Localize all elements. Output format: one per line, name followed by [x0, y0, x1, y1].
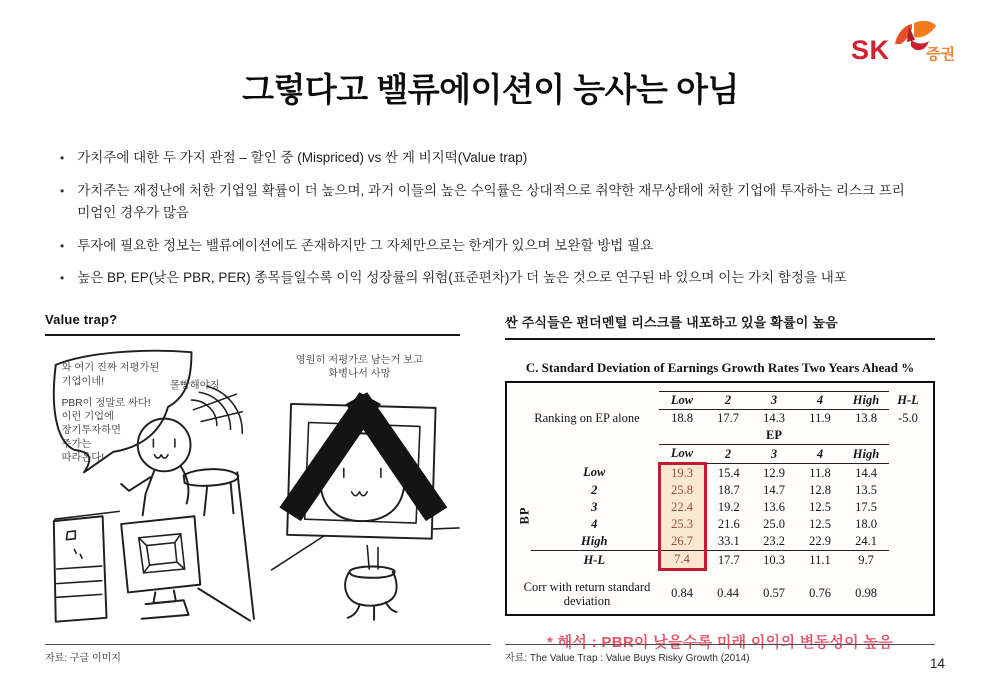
table-cell: 12.5	[809, 500, 831, 514]
sk-securities-logo	[851, 22, 955, 66]
bubble-text: 와 여기 진짜 저평가된	[61, 362, 160, 374]
comic-character	[121, 419, 190, 516]
table-cell: 11.8	[809, 465, 831, 480]
table-cell: 9.7	[858, 552, 874, 567]
table-cell: 25.0	[763, 517, 785, 531]
right-section-header: 싼 주식들은 펀더멘털 리스크를 내포하고 있을 확률이 높음	[505, 312, 935, 340]
table-cell	[889, 516, 927, 533]
table-cell	[889, 499, 927, 516]
bp-group-label-cell	[515, 464, 531, 570]
table-header-cell: 3	[751, 392, 797, 410]
table-row	[515, 516, 927, 533]
table-cell: 18.7	[717, 483, 740, 497]
table-cell	[889, 482, 927, 499]
table-cell: 14.4	[855, 465, 877, 480]
table-row	[515, 533, 927, 551]
table-cell: Low	[583, 465, 606, 480]
speech-bubble	[54, 351, 192, 473]
stress-marks	[191, 386, 242, 433]
table-cell	[889, 533, 927, 551]
table-header-cell: High	[843, 392, 889, 410]
table-cell: Ranking on EP alone	[534, 410, 640, 425]
caption-text: 화병나서 사망	[328, 368, 391, 380]
table-cell: 17.5	[855, 500, 877, 514]
table-row	[515, 427, 927, 445]
bullet-item	[60, 147, 912, 169]
bullet-text: 높은 BP, EP(낮은 PBR, PER) 종목들일수록 이익 성장률의 위험(표준편차)가 더 높은 것으로 연구된 바 있으며 이는 가치 함정을 내포	[77, 270, 847, 286]
interpretation-note: * 해석 : PBR이 낮을수록 미래 이익의 변동성이 높음	[547, 634, 893, 652]
value-trap-comic-illustration	[45, 344, 460, 626]
bubble-text: 이런 기업에	[61, 411, 114, 423]
table-cell: 21.6	[717, 517, 740, 531]
table-cell	[515, 392, 659, 410]
table-cell: 18.8	[671, 411, 693, 425]
table-header-cell: H-L	[897, 393, 919, 407]
table-row	[515, 551, 927, 570]
earnings-growth-table	[515, 391, 927, 609]
bullet-item	[60, 235, 912, 257]
highlighted-cell: 25.3	[659, 516, 705, 533]
logo-sk-text: SK	[851, 35, 890, 65]
table-cell	[889, 579, 927, 610]
left-section-header: Value trap?	[45, 312, 460, 336]
bullet-item	[60, 267, 912, 289]
bubble-text: 장기투자하면	[61, 425, 122, 437]
table-cell	[889, 445, 927, 464]
table-cell: 19.2	[717, 500, 740, 514]
table-row	[515, 445, 927, 464]
table-header-cell: Low	[659, 445, 705, 464]
incense-burner	[345, 546, 396, 620]
table-row	[515, 482, 927, 499]
table-cell: Corr with return standard deviation	[523, 579, 651, 608]
table-cell: 3	[591, 500, 598, 514]
funeral-portrait	[272, 392, 459, 570]
table-cell: 13.5	[855, 483, 877, 497]
highlighted-cell: 25.8	[659, 482, 705, 499]
table-header-cell: 3	[751, 445, 797, 464]
bubble-text: 주가는	[61, 438, 92, 450]
bubble-text: 기업이네!	[61, 376, 105, 388]
table-row	[515, 392, 927, 410]
bullet-text: 가치주에 대한 두 가지 관점 – 할인 중 (Mispriced) vs 싼 게 비지떡(Value trap)	[77, 150, 528, 165]
table-row	[515, 499, 927, 516]
table-cell	[515, 445, 659, 464]
bullet-list	[60, 147, 912, 300]
table-cell: 12.9	[763, 465, 785, 480]
table-cell: 0.84	[671, 586, 693, 601]
slide-title: 그렇다고 밸류에이션이 능사는 아님	[242, 71, 739, 108]
table-cell	[889, 551, 927, 570]
table-header-cell: 2	[705, 445, 751, 464]
table-cell: 0.76	[809, 586, 831, 601]
table-row	[515, 579, 927, 610]
highlighted-cell: 7.4	[659, 551, 705, 570]
table-cell: 17.7	[717, 552, 740, 567]
bubble-text: 따라온다!	[61, 452, 105, 464]
table-cell	[515, 570, 927, 579]
table-cell: 23.2	[751, 533, 797, 551]
table-cell: 24.1	[843, 533, 889, 551]
bullet-dot: •	[60, 151, 65, 165]
table-cell: 17.7	[717, 411, 739, 425]
table-row	[515, 410, 927, 428]
bubble-text: PBR이 정말로 싸다!	[61, 397, 151, 409]
table-cell: 11.9	[809, 411, 831, 425]
ep-group-label: EP	[766, 428, 782, 442]
highlighted-cell: 22.4	[659, 499, 705, 516]
source-left: 자료: 구글 이미지	[45, 644, 491, 664]
bp-group-label: BP	[517, 506, 532, 525]
table-cell: 13.8	[855, 411, 877, 425]
table-cell: -5.0	[898, 410, 918, 425]
table-cell: 0.57	[763, 586, 785, 601]
table-cell: 4	[591, 517, 598, 531]
bullet-text: 가치주는 재정난에 처한 기업일 확률이 더 높으며, 과거 이들의 높은 수익률은 상대적으로 취약한 재무상태에 처한 기업에 투자하는 리스크 프리미엄인 경우가 많음	[77, 182, 905, 220]
bullet-text: 투자에 필요한 정보는 밸류에이션에도 존재하지만 그 자체만으로는 한계가 있으며 보완할 방법 필요	[77, 237, 654, 253]
left-column	[45, 312, 460, 626]
table-cell: 14.7	[763, 483, 785, 497]
table-header-cell: High	[843, 445, 889, 464]
table-cell: 12.8	[809, 483, 831, 497]
table-cell: High	[531, 533, 659, 551]
table-header-cell: 4	[797, 392, 843, 410]
table-header-cell: 4	[797, 445, 843, 464]
side-text: 몰빵해야징	[169, 380, 220, 392]
table-title: C. Standard Deviation of Earnings Growth Rates Two Years Ahead %	[525, 360, 915, 375]
table-header-cell: 2	[705, 392, 751, 410]
table-header-cell: Low	[659, 392, 705, 410]
bullet-item	[60, 180, 912, 224]
table-cell: 18.0	[855, 517, 877, 531]
table-cell: 15.4	[717, 465, 740, 480]
table-cell: 0.98	[855, 586, 877, 601]
statistics-table-box	[505, 381, 935, 616]
table-cell: 0.44	[717, 586, 739, 601]
bullet-dot: •	[60, 271, 65, 286]
table-cell: 12.5	[809, 517, 831, 531]
table-row	[515, 464, 927, 483]
table-cell: 33.1	[705, 533, 751, 551]
highlighted-cell: 19.3	[659, 464, 705, 483]
computer-desk	[54, 472, 254, 621]
table-cell: 14.3	[763, 411, 785, 425]
table-row	[515, 570, 927, 579]
source-right: 자료: The Value Trap : Value Buys Risky Growth (2014)	[505, 644, 935, 664]
table-cell	[889, 464, 927, 483]
table-cell	[515, 427, 659, 445]
bullet-dot: •	[60, 183, 65, 198]
page-number: 14	[929, 656, 945, 671]
bullet-dot: •	[60, 238, 65, 253]
table-cell	[889, 427, 927, 445]
highlighted-cell: 26.7	[659, 533, 705, 551]
table-cell: H-L	[583, 552, 606, 567]
table-cell: 13.6	[763, 500, 785, 514]
table-cell: 2	[591, 483, 598, 497]
table-cell: 10.3	[763, 552, 785, 567]
table-cell: 22.9	[797, 533, 843, 551]
stool	[184, 469, 239, 515]
caption-text: 영원히 저평가로 남는거 보고	[295, 354, 424, 366]
logo-suffix-text: 증권	[926, 46, 955, 63]
table-cell: 11.1	[809, 552, 831, 567]
right-column	[505, 312, 935, 652]
